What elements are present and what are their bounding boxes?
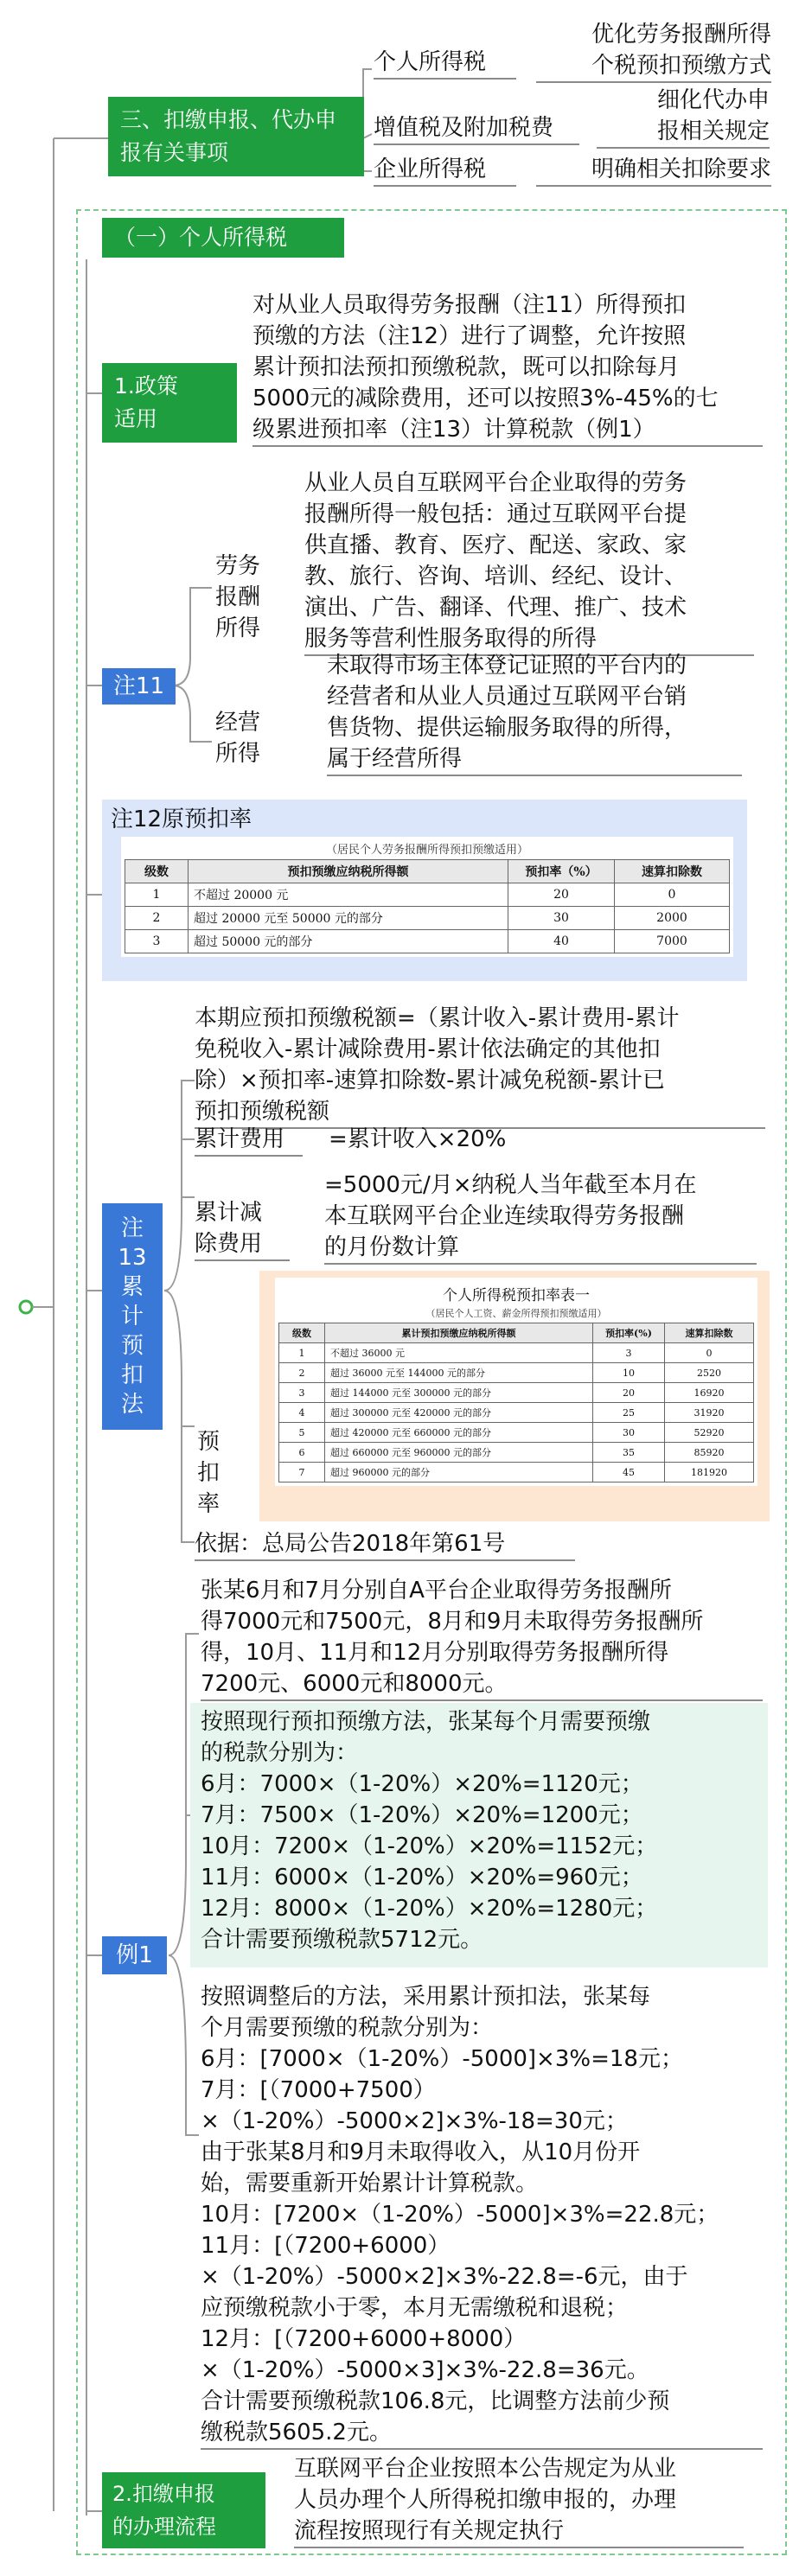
main-topic-title: 三、扣缴申报、代办申报有关事项 [120, 107, 337, 165]
section-title: （一）个人所得税 [114, 225, 288, 250]
top-item-1-desc: 细化代办申 报相关规定 [597, 85, 770, 149]
table-cell: 超过 20000 元至 50000 元的部分 [189, 907, 508, 930]
note12-header: 预扣率（%） [508, 860, 615, 883]
table-cell: 超过 420000 元至 660000 元的部分 [325, 1423, 593, 1443]
table-cell: 3 [593, 1343, 665, 1363]
table-row [279, 1343, 754, 1363]
note13-header: 预扣率(%) [593, 1323, 665, 1343]
table-cell: 超过 960000 元的部分 [325, 1463, 593, 1482]
top-item-0-tax: 个人所得税 [374, 47, 516, 80]
table-cell: 30 [508, 907, 615, 930]
table-cell: 16920 [665, 1383, 754, 1403]
table-cell: 31920 [665, 1403, 754, 1423]
table-cell: 4 [279, 1403, 325, 1423]
table-cell: 1 [125, 883, 189, 907]
note12-header: 预扣预缴应纳税所得额 [189, 860, 508, 883]
table-cell: 85920 [665, 1443, 754, 1463]
table-cell: 1 [279, 1343, 325, 1363]
table-cell: 超过 660000 元至 960000 元的部分 [325, 1443, 593, 1463]
table-cell: 2 [125, 907, 189, 930]
note13-table-caption: （居民个人工资、薪金所得预扣预缴适用） [425, 1308, 607, 1319]
policy-label: 1.政策 适用 [102, 363, 237, 443]
table-cell: 20 [593, 1383, 665, 1403]
example-intro: 张某6月和7月分别自A平台企业取得劳务报酬所 得7000元和7500元，8月和9月未取得劳务报酬所 得，10月、11月和12月分别取得劳务报酬所得 7200元、6000元和8000元。 [201, 1575, 763, 1701]
process-label: 2.扣缴申报 的办理流程 [102, 2472, 265, 2548]
table-cell: 0 [615, 883, 730, 907]
note12-header: 速算扣除数 [615, 860, 730, 883]
table-cell: 2 [279, 1363, 325, 1383]
note13-table [278, 1323, 754, 1482]
note13-deduct-text: =5000元/月×纳税人当年截至本月在 本互联网平台企业连续取得劳务报酬 的月份数计算 [324, 1170, 757, 1265]
note13-table-title: 个人所得税预扣率表一 [443, 1287, 590, 1304]
note13-table-wrap [275, 1278, 757, 1486]
example-new-method: 按照调整后的方法，采用累计预扣法，张某每 个月需要预缴的税款分别为： 6月：[7000×（1-20%）-5000]×3%=18元； 7月：[（7000+7500） ×（1-20%）-5000×2]×3%-18=30元； 由于张某8月和9月未取得收入，从10月份开 始，需要重新开始累计计算税款。 10月：[7200×（1-20%）-5000]×3%=22.8元； 11月：[（7200+6000） ×（1-20%）-5000×2]×3%-22.8=-6元，由于 应预缴税款小于零，本月无需缴税和退税； 12月：[（7200+6000+8000） ×（1-20%）-5000×3]×3%-22.8=36元。 合计需要预缴税款106.8元，比调整方法前少预 缴税款5605.2元。 [201, 1981, 763, 2450]
table-cell: 7000 [615, 930, 730, 953]
note11-label: 注11 [102, 668, 176, 705]
table-row [279, 1383, 754, 1403]
note13-cost-text: =累计收入×20% [329, 1126, 507, 1152]
table-cell: 35 [593, 1443, 665, 1463]
table-row [279, 1363, 754, 1383]
table-cell: 25 [593, 1403, 665, 1423]
table-cell: 超过 144000 元至 300000 元的部分 [325, 1383, 593, 1403]
note12-table-caption: （居民个人劳务报酬所得预扣预缴适用） [325, 844, 528, 857]
table-cell: 超过 36000 元至 144000 元的部分 [325, 1363, 593, 1383]
note12-table [125, 859, 730, 953]
table-cell: 超过 300000 元至 420000 元的部分 [325, 1403, 593, 1423]
table-cell: 超过 50000 元的部分 [189, 930, 508, 953]
table-cell: 52920 [665, 1423, 754, 1443]
table-cell: 10 [593, 1363, 665, 1383]
note11-business-text: 未取得市场主体登记证照的平台内的 经营者和从业人员通过互联网平台销 售货物、提供运输服务取得的所得， 属于经营所得 [327, 650, 742, 776]
example-label: 例1 [102, 1936, 167, 1974]
table-cell: 30 [593, 1423, 665, 1443]
note13-formula: 本期应预扣预缴税额=（累计收入-累计费用-累计 免税收入-累计减除费用-累计依法确定的其他扣 除）×预扣率-速算扣除数-累计减免税额-累计已 预扣预缴税额 [195, 1003, 765, 1129]
table-row [125, 883, 730, 907]
table-cell: 2520 [665, 1363, 754, 1383]
table-cell: 2000 [615, 907, 730, 930]
note11-business-label: 经营 所得 [214, 710, 260, 767]
table-cell: 6 [279, 1443, 325, 1463]
table-cell: 7 [279, 1463, 325, 1482]
note13-rate-label: 预 扣 率 [197, 1429, 221, 1517]
top-item-0-desc: 优化劳务报酬所得 个税预扣预缴方式 [536, 19, 771, 83]
note12-table-wrap [121, 837, 733, 957]
table-cell: 3 [125, 930, 189, 953]
table-cell: 45 [593, 1463, 665, 1482]
main-topic-box [108, 97, 364, 176]
table-cell: 不超过 36000 元 [325, 1343, 593, 1363]
table-cell: 不超过 20000 元 [189, 883, 508, 907]
table-cell: 5 [279, 1423, 325, 1443]
note12-header: 级数 [125, 860, 189, 883]
table-cell: 20 [508, 883, 615, 907]
example-old-method: 按照现行预扣预缴方法，张某每个月需要预缴 的税款分别为： 6月：7000×（1-20%）×20%=1120元； 7月：7500×（1-20%）×20%=1200元； 10月：7200×（1-20%）×20%=1152元； 11月：6000×（1-20%）×20%=960元； 12月：8000×（1-20%）×20%=1280元； 合计需要预缴税款5712元。 [201, 1709, 658, 1953]
note13-header: 级数 [279, 1323, 325, 1343]
note13-header: 速算扣除数 [665, 1323, 754, 1343]
table-cell: 40 [508, 930, 615, 953]
note11-labor-label: 劳务 报酬 所得 [214, 553, 260, 641]
section-title-box [102, 218, 344, 258]
policy-text: 对从业人员取得劳务报酬（注11）所得预扣 预缴的方法（注12）进行了调整，允许按照 累计预扣法预扣预缴税款，既可以扣除每月 5000元的减除费用，还可以按照3%-45%的七 级累进预扣率（注13）计算税款（例1） [252, 290, 763, 447]
table-row [125, 930, 730, 953]
note13-cost-label: 累计费用 [195, 1124, 303, 1157]
top-item-2-desc: 明确相关扣除要求 [536, 154, 771, 187]
note13-label: 注 13 累 计 预 扣 法 [102, 1203, 163, 1430]
process-text: 互联网平台企业按照本公告规定为从业 人员办理个人所得税扣缴申报的，办理 流程按照现行有关规定执行 [294, 2453, 744, 2548]
note13-basis: 依据：总局公告2018年第61号 [195, 1528, 575, 1561]
table-cell: 0 [665, 1343, 754, 1363]
table-row [279, 1443, 754, 1463]
table-row [125, 907, 730, 930]
note11-labor-text: 从业人员自互联网平台企业取得的劳务 报酬所得一般包括：通过互联网平台提 供直播、教育、医疗、配送、家政、家 教、旅行、咨询、培训、经纪、设计、 演出、广告、翻译、代理、推广、技术 服务等营利性服务取得的所得 [304, 468, 754, 656]
note12-label: 注12原预扣率 [111, 807, 252, 832]
note13-deduct-label: 累计减 除费用 [195, 1197, 290, 1261]
top-item-2-tax: 企业所得税 [374, 154, 516, 187]
table-row [279, 1403, 754, 1423]
table-cell: 181920 [665, 1463, 754, 1482]
table-row [279, 1423, 754, 1443]
table-row [279, 1463, 754, 1482]
top-item-1-tax: 增值税及附加税费 [374, 112, 579, 145]
table-cell: 3 [279, 1383, 325, 1403]
note13-header: 累计预扣预缴应纳税所得额 [325, 1323, 593, 1343]
